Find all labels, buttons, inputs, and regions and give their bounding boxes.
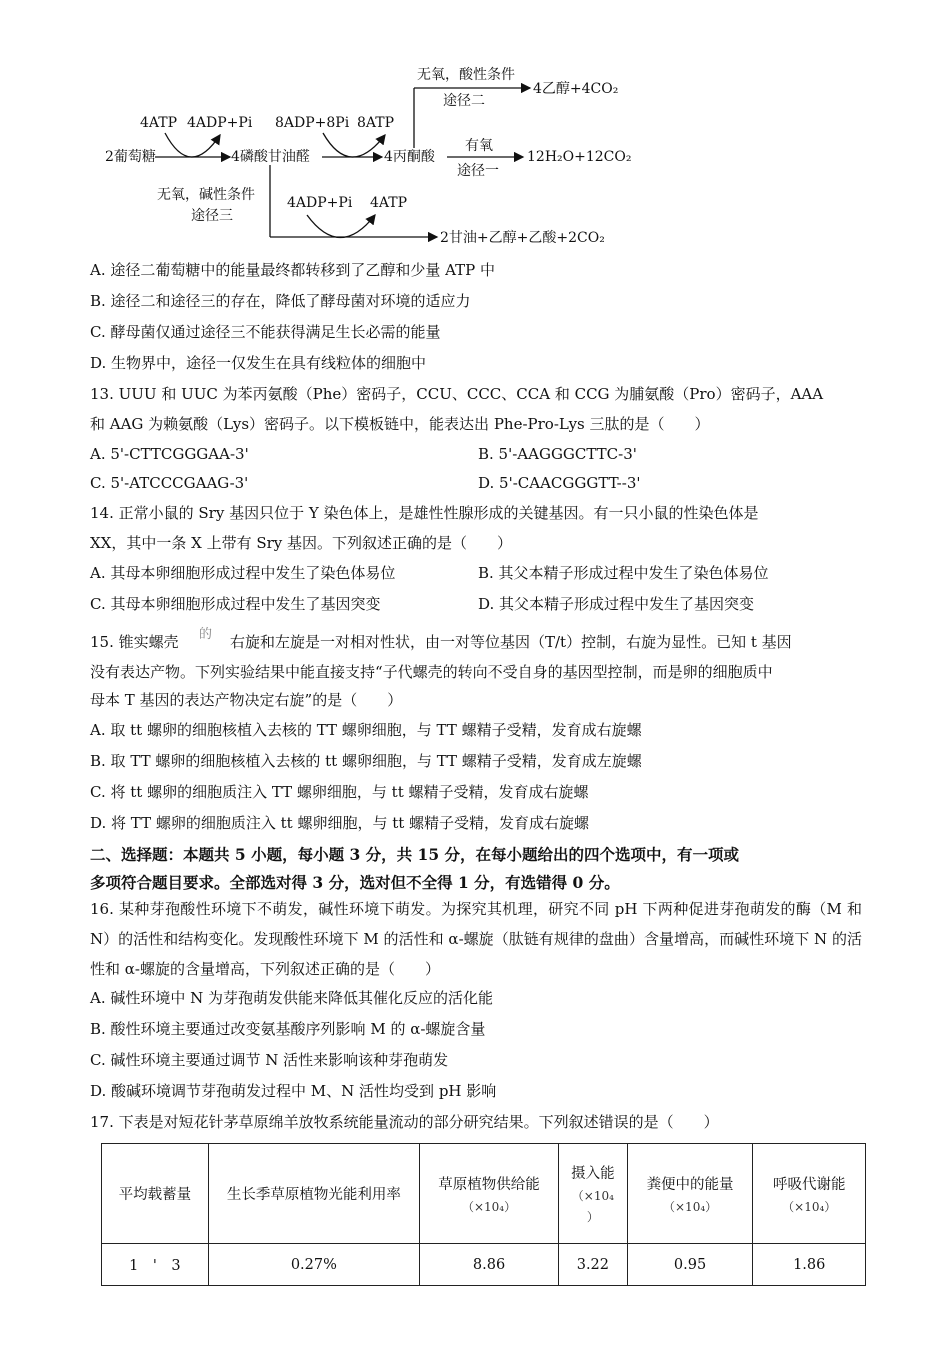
q15-option-c: C. 将 tt 螺卵的细胞质注入 TT 螺卵细胞，与 tt 螺精子受精，发育成右旋螺 xyxy=(90,783,589,801)
q14-stem-line2: XX，其中一条 X 上带有 Sry 基因。下列叙述正确的是（ ） xyxy=(90,534,513,552)
q16-option-b: B. 酸性环境主要通过改变氨基酸序列影响 M 的 α-螺旋含量 xyxy=(90,1020,486,1038)
q13-stem-line2: 和 AAG 为赖氨酸（Lys）密码子。以下模板链中，能表达出 Phe-Pro-Lys 三肽的是（ ） xyxy=(90,415,710,433)
header-cell: 草原植物供给能 （×10₄） xyxy=(420,1144,559,1244)
glucose-label: 2葡萄糖 xyxy=(105,149,156,165)
q15-option-b: B. 取 TT 螺卵的细胞核植入去核的 tt 螺卵细胞，与 TT 螺精子受精，发育成左旋螺 xyxy=(90,752,642,770)
q14-option-a: A. 其母本卵细胞形成过程中发生了染色体易位 xyxy=(90,564,396,582)
path3-adp-label: 4ADP+Pi xyxy=(287,195,353,211)
adp-in-label: 8ADP+8Pi xyxy=(275,115,350,131)
section2-heading-line1: 二、选择题：本题共 5 小题，每小题 3 分，共 15 分，在每小题给出的四个选项中，有一项或 xyxy=(90,845,740,864)
table-cell: 3.22 xyxy=(559,1244,628,1286)
path3-product: 2甘油+乙醇+乙酸+2CO₂ xyxy=(440,230,605,246)
path2-product: 4乙醇+4CO₂ xyxy=(533,81,619,97)
header-cell: 生长季草原植物光能利用率 xyxy=(208,1144,419,1244)
q15-stray-char: 的 xyxy=(199,627,213,642)
header-cell: 粪便中的能量 （×10₄） xyxy=(627,1144,753,1244)
q15-stem-line3: 母本 T 基因的表达产物决定右旋”的是（ ） xyxy=(90,691,403,709)
atp-in-label: 4ATP xyxy=(140,115,178,131)
path2-label: 途径二 xyxy=(443,93,485,109)
q16-option-c: C. 碱性环境主要通过调节 N 活性来影响该种芽孢萌发 xyxy=(90,1051,449,1069)
table-cell: 0.95 xyxy=(627,1244,753,1286)
metabolic-pathway-diagram xyxy=(95,55,655,255)
q13-option-a: A. 5'-CTTCGGGAA-3' xyxy=(90,445,249,463)
path3-atp-curve xyxy=(307,215,375,238)
path1-product: 12H₂O+12CO₂ xyxy=(527,149,632,165)
section2-heading-line2: 多项符合题目要求。全部选对得 3 分，选对但不全得 1 分，有选错得 0 分。 xyxy=(90,873,620,892)
q15-stem-line2: 没有表达产物。下列实验结果中能直接支持“子代螺壳的转向不受自身的基因型控制，而是卵的细胞质中 xyxy=(90,663,773,681)
aerobic-label: 有氧 xyxy=(465,138,493,154)
table-cell: 1.86 xyxy=(753,1244,866,1286)
path3-atp-label: 4ATP xyxy=(370,195,408,211)
q13-option-b: B. 5'-AAGGGCTTC-3' xyxy=(478,445,637,463)
q15-stem-start: 15. 锥实螺壳 xyxy=(90,633,179,651)
q12-option-c: C. 酵母菌仅通过途径三不能获得满足生长必需的能量 xyxy=(90,323,441,341)
table-cell: 8.86 xyxy=(420,1244,559,1286)
q16-stem: 16. 某种芽孢酸性环境下不萌发，碱性环境下萌发。为探究其机理，研究不同 pH 下两种促进芽孢萌发的酶（M 和 N）的活性和结构变化。发现酸性环境下 M 的活性和 α-螺旋（肽链有规律的盘曲）含量增高，而碱性环境下 N 的活性和 α-螺旋的含量增高，下列叙述正确的是（ ） xyxy=(90,900,862,978)
q15-option-a: A. 取 tt 螺卵的细胞核植入去核的 TT 螺卵细胞，与 TT 螺精子受精，发育成右旋螺 xyxy=(90,721,642,739)
top-condition-label: 无氧，酸性条件 xyxy=(417,67,515,83)
header-cell: 平均载蓄量 xyxy=(102,1144,209,1244)
table-cell: 0.27% xyxy=(208,1244,419,1286)
q14-stem-line1: 14. 正常小鼠的 Sry 基因只位于 Y 染色体上，是雄性性腺形成的关键基因。有一只小鼠的性染色体是 xyxy=(90,504,759,522)
q14-option-d: D. 其父本精子形成过程中发生了基因突变 xyxy=(478,595,755,613)
energy-flow-table xyxy=(101,1143,866,1286)
header-cell: 呼吸代谢能 （×10₄） xyxy=(753,1144,866,1244)
pyruvate-label: 4丙酮酸 xyxy=(384,149,435,165)
q12-option-d: D. 生物界中，途径一仅发生在具有线粒体的细胞中 xyxy=(90,354,427,372)
table-header-row xyxy=(102,1144,866,1244)
q15-option-d: D. 将 TT 螺卵的细胞质注入 tt 螺卵细胞，与 tt 螺精子受精，发育成右旋螺 xyxy=(90,814,590,832)
table-row xyxy=(102,1244,866,1286)
q12-option-a: A. 途径二葡萄糖中的能量最终都转移到了乙醇和少量 ATP 中 xyxy=(90,261,496,279)
q15-stem-line1: 右旋和左旋是一对相对性状，由一对等位基因（T/t）控制，右旋为显性。已知 t 基因 xyxy=(230,633,792,651)
atp-production-curve xyxy=(323,133,385,157)
table-cell: 1 ' 3 xyxy=(102,1244,209,1286)
g3p-label: 4磷酸甘油醛 xyxy=(231,149,310,165)
q17-stem: 17. 下表是对短花针茅草原绵羊放牧系统能量流动的部分研究结果。下列叙述错误的是（ ） xyxy=(90,1113,719,1131)
q13-option-d: D. 5'-CAACGGGTT--3' xyxy=(478,474,641,492)
q13-option-c: C. 5'-ATCCCGAAG-3' xyxy=(90,474,249,492)
path3-label: 途径三 xyxy=(191,208,233,224)
q16-option-d: D. 酸碱环境调节芽孢萌发过程中 M、N 活性均受到 pH 影响 xyxy=(90,1082,497,1100)
adp-out-label: 4ADP+Pi xyxy=(187,115,253,131)
alk-condition-label: 无氧，碱性条件 xyxy=(157,187,255,203)
atp-out-label: 8ATP xyxy=(357,115,395,131)
q13-stem-line1: 13. UUU 和 UUC 为苯丙氨酸（Phe）密码子，CCU、CCC、CCA 和 CCG 为脯氨酸（Pro）密码子，AAA xyxy=(90,385,824,403)
q12-option-b: B. 途径二和途径三的存在，降低了酵母菌对环境的适应力 xyxy=(90,292,471,310)
q14-option-b: B. 其父本精子形成过程中发生了染色体易位 xyxy=(478,564,769,582)
q14-option-c: C. 其母本卵细胞形成过程中发生了基因突变 xyxy=(90,595,381,613)
atp-consumption-curve xyxy=(165,133,220,157)
path1-label: 途径一 xyxy=(457,163,499,179)
header-cell: 摄入能 （×10₄ ） xyxy=(559,1144,628,1244)
q16-option-a: A. 碱性环境中 N 为芽孢萌发供能来降低其催化反应的活化能 xyxy=(90,989,494,1007)
